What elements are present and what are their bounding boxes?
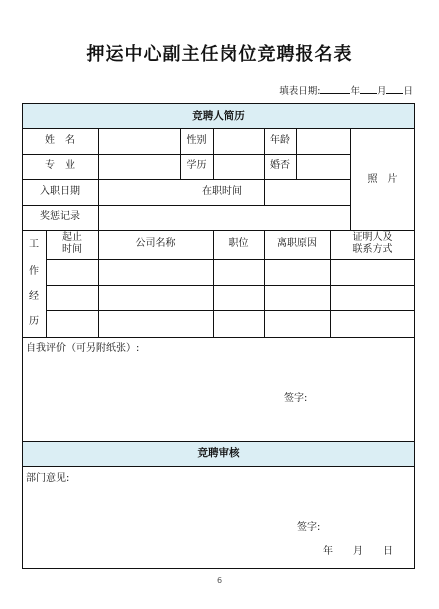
row-divider: [22, 466, 415, 467]
review-date: 年 月 日: [323, 546, 393, 557]
gender-label: 性别: [186, 135, 207, 146]
work-label-char: 工: [29, 239, 39, 250]
fill-date: [279, 83, 413, 97]
self-evaluation-sign-label: 签字:: [284, 393, 308, 404]
fill-date-month-blank[interactable]: [360, 84, 377, 94]
position-header: 职位: [228, 238, 249, 249]
name-label: 姓 名: [45, 135, 75, 146]
age-field[interactable]: [297, 129, 349, 153]
education-label: 学历: [186, 160, 207, 171]
marital-status-field[interactable]: [297, 155, 349, 178]
row-divider: [22, 441, 415, 442]
major-label: 专 业: [45, 160, 75, 171]
company-header: 公司名称: [135, 238, 176, 249]
work-row-3[interactable]: [47, 311, 414, 336]
tenure-field[interactable]: [265, 180, 349, 204]
awards-field[interactable]: [99, 206, 349, 229]
page-number: 6: [216, 576, 223, 585]
row-divider: [22, 230, 415, 231]
leave-reason-header: 离职原因: [277, 238, 317, 249]
age-label: 年龄: [270, 135, 290, 146]
name-field[interactable]: [99, 129, 179, 153]
review-section-title: 竞聘审核: [197, 447, 240, 459]
review-sign-label: 签字:: [297, 522, 321, 533]
work-row-1[interactable]: [47, 260, 414, 284]
self-evaluation-field[interactable]: [24, 357, 413, 439]
entry-date-label: 入职日期: [40, 186, 80, 197]
reference-header-line2: 联系方式: [352, 244, 393, 255]
fill-date-day-label: 日: [403, 86, 413, 97]
education-field[interactable]: [214, 155, 263, 178]
fill-date-month-label: 月: [376, 86, 387, 97]
period-header-line2: 时间: [62, 244, 82, 255]
form-title: 押运中心副主任岗位竞聘报名表: [86, 44, 353, 65]
fill-date-label: 填表日期:: [279, 86, 321, 97]
major-field[interactable]: [99, 155, 179, 178]
fill-date-year-blank[interactable]: [320, 84, 350, 94]
tenure-label: 在职时间: [202, 186, 242, 197]
marital-status-label: 婚否: [270, 160, 290, 171]
entry-date-field[interactable]: [99, 180, 179, 204]
resume-section-title: 竞聘人简历: [192, 110, 245, 122]
work-label-char: 历: [29, 316, 39, 327]
department-opinion-label: 部门意见:: [26, 473, 70, 484]
work-label-char: 经: [29, 291, 39, 302]
awards-label: 奖惩记录: [40, 211, 80, 222]
photo-label: 照 片: [367, 174, 398, 185]
period-header-line1: 起止: [62, 232, 82, 243]
self-evaluation-label: 自我评价（可另附纸张）:: [26, 343, 140, 354]
reference-header-line1: 证明人及: [352, 232, 393, 243]
row-divider: [22, 337, 415, 338]
fill-date-year-label: 年: [350, 86, 360, 97]
fill-date-day-blank[interactable]: [386, 84, 403, 94]
work-label-char: 作: [29, 266, 39, 277]
gender-field[interactable]: [214, 129, 263, 153]
work-row-2[interactable]: [47, 286, 414, 309]
